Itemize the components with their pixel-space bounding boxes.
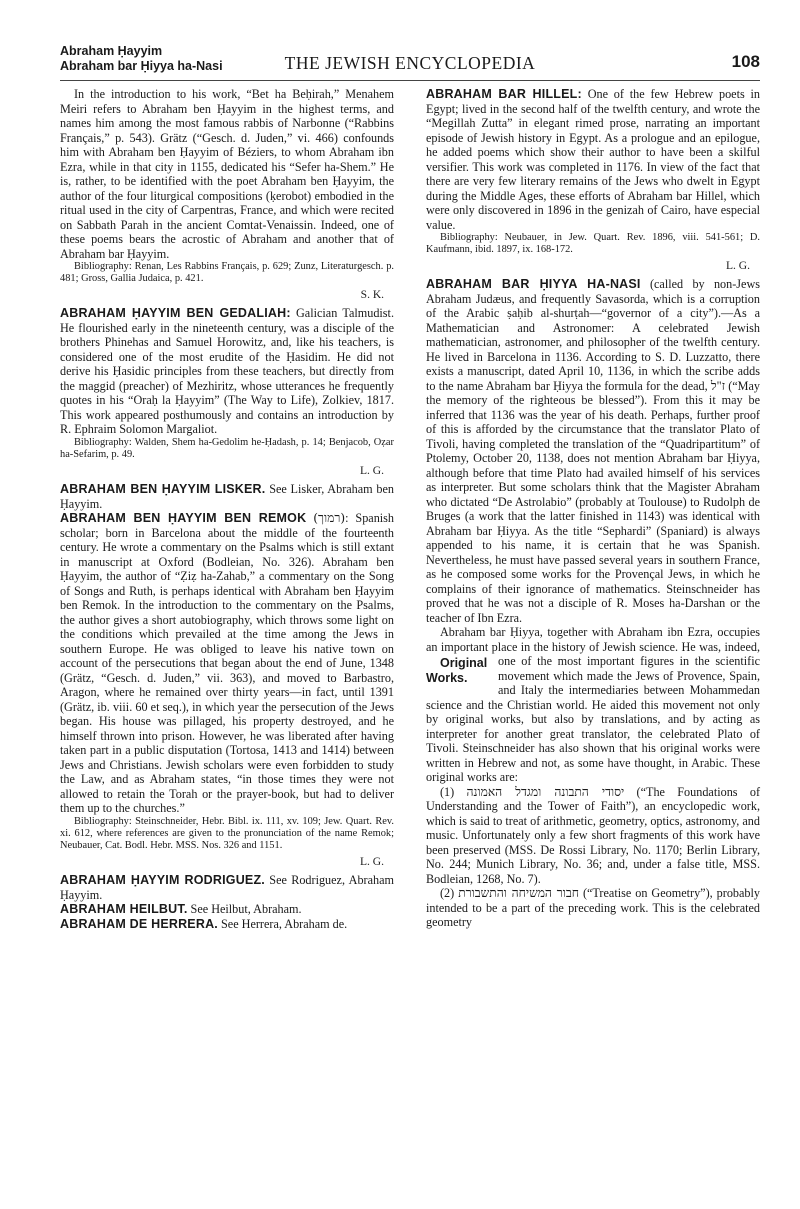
remok-hebrew-name: (רמוך) [313,511,346,526]
running-head-line2: Abraham bar Ḥiyya ha-Nasi [60,59,223,73]
right-column [426,87,760,930]
hillel-text: One of the few Hebrew poets in Egypt; lived in the second half of the twelfth century, and wrote the “Megillah Zutta” in elegant rimed prose, narrating an important episode of Jewish history in Egypt. As a prologue and an epilogue, he added poems which show their author to have been a skilful versifier. This work was completed in 1176. In view of the fact that there are very few literary remains of the Jews who dwelt in Egypt during the Middle Ages, these efforts of Abraham bar Hillel, which were only discovered in 1896 in the genizah of Cairo, have especial value. [426,87,760,232]
gedaliah-entry [60,306,394,437]
hillel-heading: ABRAHAM BAR HILLEL: [426,87,582,101]
hiyya-p2-start: Abraham bar Ḥiyya, together with Abraham ibn Ezra, occupies an important place in the history of Jewish science. He was, indeed, one of the [426,625,760,669]
herrera-heading: ABRAHAM DE HERRERA. [60,916,218,931]
lisker-heading: ABRAHAM BEN ḤAYYIM LISKER. [60,482,266,497]
rodriguez-heading: ABRAHAM ḤAYYIM RODRIGUEZ. [60,873,265,888]
work-2-text: (“Treatise on Geometry”), probably intended to be a part of the preceding work. This is the celebrated geometry [426,886,760,930]
gedaliah-heading: ABRAHAM ḤAYYIM BEN GEDALIAH: [60,306,291,321]
original-works-side-heading: Original Works. [426,656,488,685]
encyclopedia-title: THE JEWISH ENCYCLOPEDIA [284,53,536,73]
remok-signature: L. G. [360,855,384,868]
gedaliah-bibliography: Bibliography: Walden, Shem ha-Gedolim he-Ḥadash, p. 14; Benjacob, Oẓar ha-Sefarim, p. 49. [60,436,394,461]
hiyya-heading: ABRAHAM BAR ḤIYYA HA-NASI [426,277,641,292]
work-2: (2) חבור המשיחה והתשבורת (“Treatise on Geometry”), probably intended to be a part of the preceding work. This is the celebrated geometry [426,886,760,930]
rodriguez-entry [60,873,394,902]
hiyya-p2-rest: most important figures in the scientific movement which made the Jews of Provence, Spain, and Italy the intermediaries between Mohammedan science and the Christian world. He aided this movement not only by original works, but also by translations, and by acting as interpreter for another great translator, the celebrated Plato of Tivoli. Steinschneider has also shown that his original works were written in Hebrew and not, as some have thought, in Arabic. These original works are: [426,654,760,785]
header-rule [60,80,760,81]
lisker-entry [60,482,394,511]
intro-signature: S. K. [360,288,384,301]
remok-text: : Spanish scholar; born in Barcelona about the middle of the fourteenth century. He wrote a commentary on the Psalms which is still extant in manuscript at Oxford (Bodleian, No. 326). Abraham ben Ḥayyim, the author of “Ẓiẓ ha-Zahab,” a commentary on the Song of Songs and Ruth, is perhaps identical with Abraham ben Ḥayyim ben Remok. In the introduction to the commentary on the Psalms, the author gives a short autobiography, which throws some light on the conditions which prevailed at the time among the Jews in southern Europe. He was obliged to leave his native town on account of the persecutions that began about the end of June, 1348 (Grätz, “Gesch. d. Juden,” vii. 363), and moved to Barbastro, Aragon, where he remained over thirty years—in fact, until 1391 (Grätz, ib. viii. 60 et seq.), in which year the persecution of the Jews began. His house was pillaged, his property destroyed, and he himself thrown into prison. However, he was liberated after having taken part in a public disputation (Tortosa, 1413 and 1414) between Jews and Christians. Jewish scholars were even forbidden to study the Law, and as Abraham states, “in those times they were not allowed to retain the Torah or the prayer-book, but had to deliver them up to the churches.” [60,511,395,816]
hillel-bibliography: Bibliography: Neubauer, in Jew. Quart. Rev. 1896, viii. 541-561; D. Kaufmann, ibid. 1897, ix. 168-172. [426,232,760,256]
running-header [60,44,760,84]
left-column [60,87,394,931]
work-1-text: (“The Foundations of Understanding and the Tower of Faith”), an encyclopedic work, which is said to treat of arithmetic, geometry, optics, astronomy, and music. Unfortunately only a few short fragments of this work have been preserved (MSS. De Rossi Library, No. 1170; Berlin Library, No. 244; Munich Library, No. 36; and, under a false title, MSS. Bodleian, 1268, No. 7). [426,784,761,886]
heilbut-crossref: See Heilbut, Abraham. [190,902,302,917]
intro-bibliography: Bibliography: Renan, Les Rabbins Français, p. 629; Zunz, Literaturgesch. p. 481; Gross, Gallia Judaica, p. 421. [60,261,394,285]
work-2-hebrew-title: חבור המשיחה והתשבורת [458,886,579,901]
hiyya-text: (called by non-Jews Abraham Judæus, and frequently Savasorda, which is a corruption of the Arabic ṣaḥib al-shurṭah—“governor of a city”).—As a Mathematician and Astronomer: A celebrated Jewish mathematician, astronomer, and philosopher of the twelfth century. He lived in Barcelona in 1136. According to S. D. Luzzatto, there exists a manuscript, dated April 10, 1136, in which the scribe adds to the name Abraham bar Ḥiyya the formula for the dead, ז"ל (“May the memory of the righteous be blessed”). From this it may be inferred that 1136 was the year of his death. Perhaps, further proof of this is afforded by the circumstance that the translator Plato of Tivoli, having completed the translation of the “Quadripartitum” of Ptolemy, October 20, 1138, does not mention Abraham bar Ḥiyya, although before that time Plato had availed himself of his services as interpreter. But some scholars think that the Magister Abraham who dictated “De Astrolabio” (probably at Toulouse) to Rudolph de Bruges (a work that the latter finished in 1143) was identical with Abraham bar Ḥiyya. As the title “Sephardi” (Spaniard) is always appended to his name, it is certain that he was Spanish. Nevertheless, he must have passed several years in southern France, as he composed some works for the Provençal Jews, in which he complains of their ignorance of mathematics. Steinschneider has proved that he was not a disciple of R. Moses ha-Darshan or the teacher of Ibn Ezra. [426,277,761,625]
rodriguez-crossref: See Rodriguez, Abraham Ḥayyim. [60,873,394,902]
gedaliah-signature: L. G. [360,464,384,477]
heilbut-heading: ABRAHAM HEILBUT. [60,902,188,917]
lisker-crossref: See Lisker, Abraham ben Ḥayyim. [60,482,394,511]
running-head-line1: Abraham Ḥayyim [60,44,163,58]
hillel-entry [426,87,760,232]
remok-bibliography: Bibliography: Steinschneider, Hebr. Bibl. ix. 111, xv. 109; Jew. Quart. Rev. xi. 612, where references are given to the pronunciation of the name Remok; Neubauer, Cat. Bodl. Hebr. MSS. Nos. 326 and 1151. [60,815,394,852]
remok-heading: ABRAHAM BEN ḤAYYIM BEN REMOK [60,511,307,526]
herrera-crossref: See Herrera, Abraham de. [221,916,348,931]
hillel-signature: L. G. [726,259,750,272]
heilbut-entry [60,902,394,917]
gedaliah-text: Galician Talmudist. He flourished early in the nineteenth century, was a disciple of the brothers Phinehas and Samuel Horowitz, and, like his teachers, is considered one of the most erudite of the Ḥasidim. He did not derive his Ḥasidic principles from these teachers, but directly from the maggid (preacher) of Mezhiritz, whose utterances he frequently quotes in his “Oraḥ la Ḥayyim” (The Way to Life), Zolkiev, 1817. This work appeared posthumously and contains an introduction by R. Ephraim Solomon Margaliot. [60,306,394,437]
remok-entry [60,511,394,816]
hiyya-paragraph-2 [426,625,760,785]
hiyya-entry [426,277,760,625]
page-number: 108 [731,52,760,71]
work-1-hebrew-title: יסודי התבונה ומגדל האמונה [466,784,625,799]
intro-paragraph: In the introduction to his work, “Bet ha Beḥirah,” Menahem Meiri refers to Abraham ben Ḥayyim in the highest terms, and names him among the most famous rabbis of Narbonne (“Rabbins Français,” p. 543). Grätz (“Gesch. d. Juden,” vi. 466) confounds him with Abraham ben Ḥayyim of Béziers, to whom Abraham ibn Ezra, while in that city in 1155, dedicated his “Sefer ha-Shem.” He is, rather, to be identified with the poet Abraham ben Ḥayyim, the author of the four liturgical compositions (ḳerobot) embodied in the ritual used in the city of Carpentras, France, and which were recited on Sabbath Parah in the ancient Comtat-Venaissin. Indeed, one of these poems bears the acrostic of Abraham and another that of Abraham bar Ḥayyim. [60,87,394,261]
herrera-entry [60,917,394,932]
work-1: (1) יסודי התבונה ומגדל האמונה (“The Foundations of Understanding and the Tower of Faith”), an encyclopedic work, which is said to treat of arithmetic, geometry, optics, astronomy, and music. Unfortunately only a few short fragments of this work have been preserved (MSS. De Rossi Library, No. 1170; Berlin Library, No. 244; Munich Library, No. 36; and, under a false title, MSS. Bodleian, 1268, No. 7). [426,784,761,886]
